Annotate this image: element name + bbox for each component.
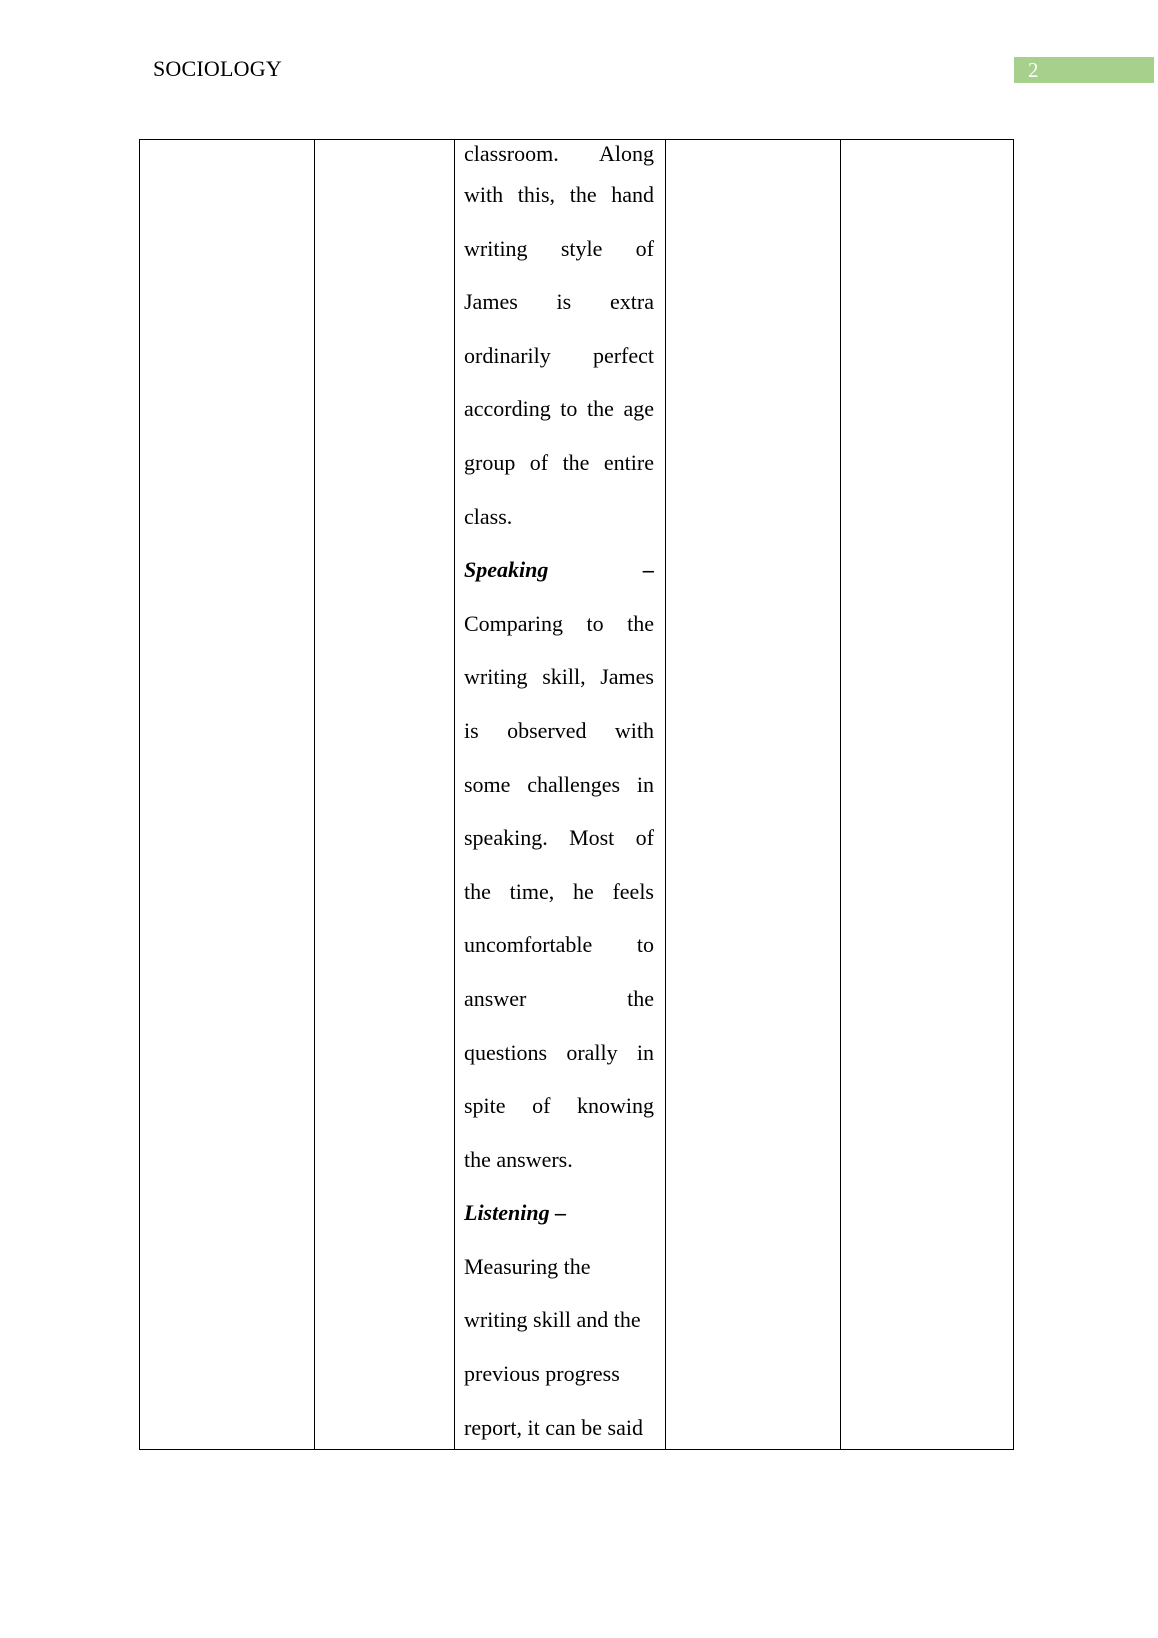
word: class. [464,503,513,529]
word: the [627,985,654,1011]
column-divider-3 [665,140,666,1449]
text-line [464,490,654,544]
word: style [560,235,603,261]
text-line [464,222,654,276]
word: Most [569,825,615,851]
word: spite [464,1093,506,1119]
text-line [464,140,654,168]
word: hand [611,182,654,207]
word: the answers. [464,1146,573,1172]
text-line [464,1401,654,1455]
word: with [614,717,654,743]
word: of [529,449,549,475]
word: ordinarily [464,342,551,368]
word: to [560,396,578,422]
word: previous progress [464,1361,620,1387]
text-line [464,168,654,222]
text-line [464,650,654,704]
word: observed [507,717,587,743]
word: report, it can be said [464,1414,643,1440]
text-line [464,1079,654,1133]
word: in [636,1039,654,1065]
word: James [464,289,518,315]
word: in [636,771,654,797]
text-line [464,436,654,490]
word: the [586,396,614,422]
word: – [643,557,654,583]
word: with [464,182,504,207]
word: the [569,182,597,207]
text-line [464,704,654,758]
word: James [600,664,654,690]
word: to [636,932,654,958]
word: time, [509,878,555,904]
text-line [464,329,654,383]
word: age [623,396,654,422]
text-line [464,918,654,972]
word: Comparing [464,610,563,636]
text-line [464,1186,654,1240]
word: some [464,771,511,797]
word: according [464,396,551,422]
text-line [464,972,654,1026]
text-line [464,1240,654,1294]
observation-cell-text [464,140,654,1454]
word: knowing [576,1093,654,1119]
word: questions [464,1039,548,1065]
word: the [562,449,590,475]
word: of [635,235,654,261]
column-divider-2 [454,140,455,1449]
text-line [464,382,654,436]
word: speaking. [464,825,548,851]
word: Speaking [464,557,549,583]
page-number-badge: 2 [1014,57,1154,83]
word: feels [612,878,654,904]
word: answer [464,985,527,1011]
text-line [464,1026,654,1080]
word: the [464,878,491,904]
running-header-title: SOCIOLOGY [153,56,282,81]
word: he [572,878,594,904]
word: is [556,289,572,315]
word: uncomfortable [464,932,593,958]
word: classroom. [464,141,559,166]
word: of [532,1093,551,1119]
word: skill, [542,664,586,690]
word: Along [599,141,654,166]
text-line [464,758,654,812]
word: of [635,825,654,851]
word: perfect [592,342,654,368]
word: is [464,717,479,743]
word: orally [566,1039,618,1065]
word: writing [464,664,528,690]
word: writing [464,235,528,261]
text-line [464,1133,654,1187]
text-line [464,543,654,597]
word: Listening – [464,1200,567,1226]
word: to [586,610,604,636]
word: extra [610,289,654,315]
word: writing skill and the [464,1307,641,1333]
word: this, [517,182,556,207]
text-line [464,1347,654,1401]
word: the [627,610,654,636]
text-line [464,811,654,865]
text-line [464,275,654,329]
text-line [464,1293,654,1347]
word: Measuring the [464,1253,591,1279]
column-divider-1 [314,140,315,1449]
assessment-table [139,139,1014,1450]
word: group [464,449,516,475]
text-line [464,597,654,651]
word: challenges [527,771,621,797]
text-line [464,865,654,919]
word: entire [603,449,654,475]
column-divider-4 [840,140,841,1449]
